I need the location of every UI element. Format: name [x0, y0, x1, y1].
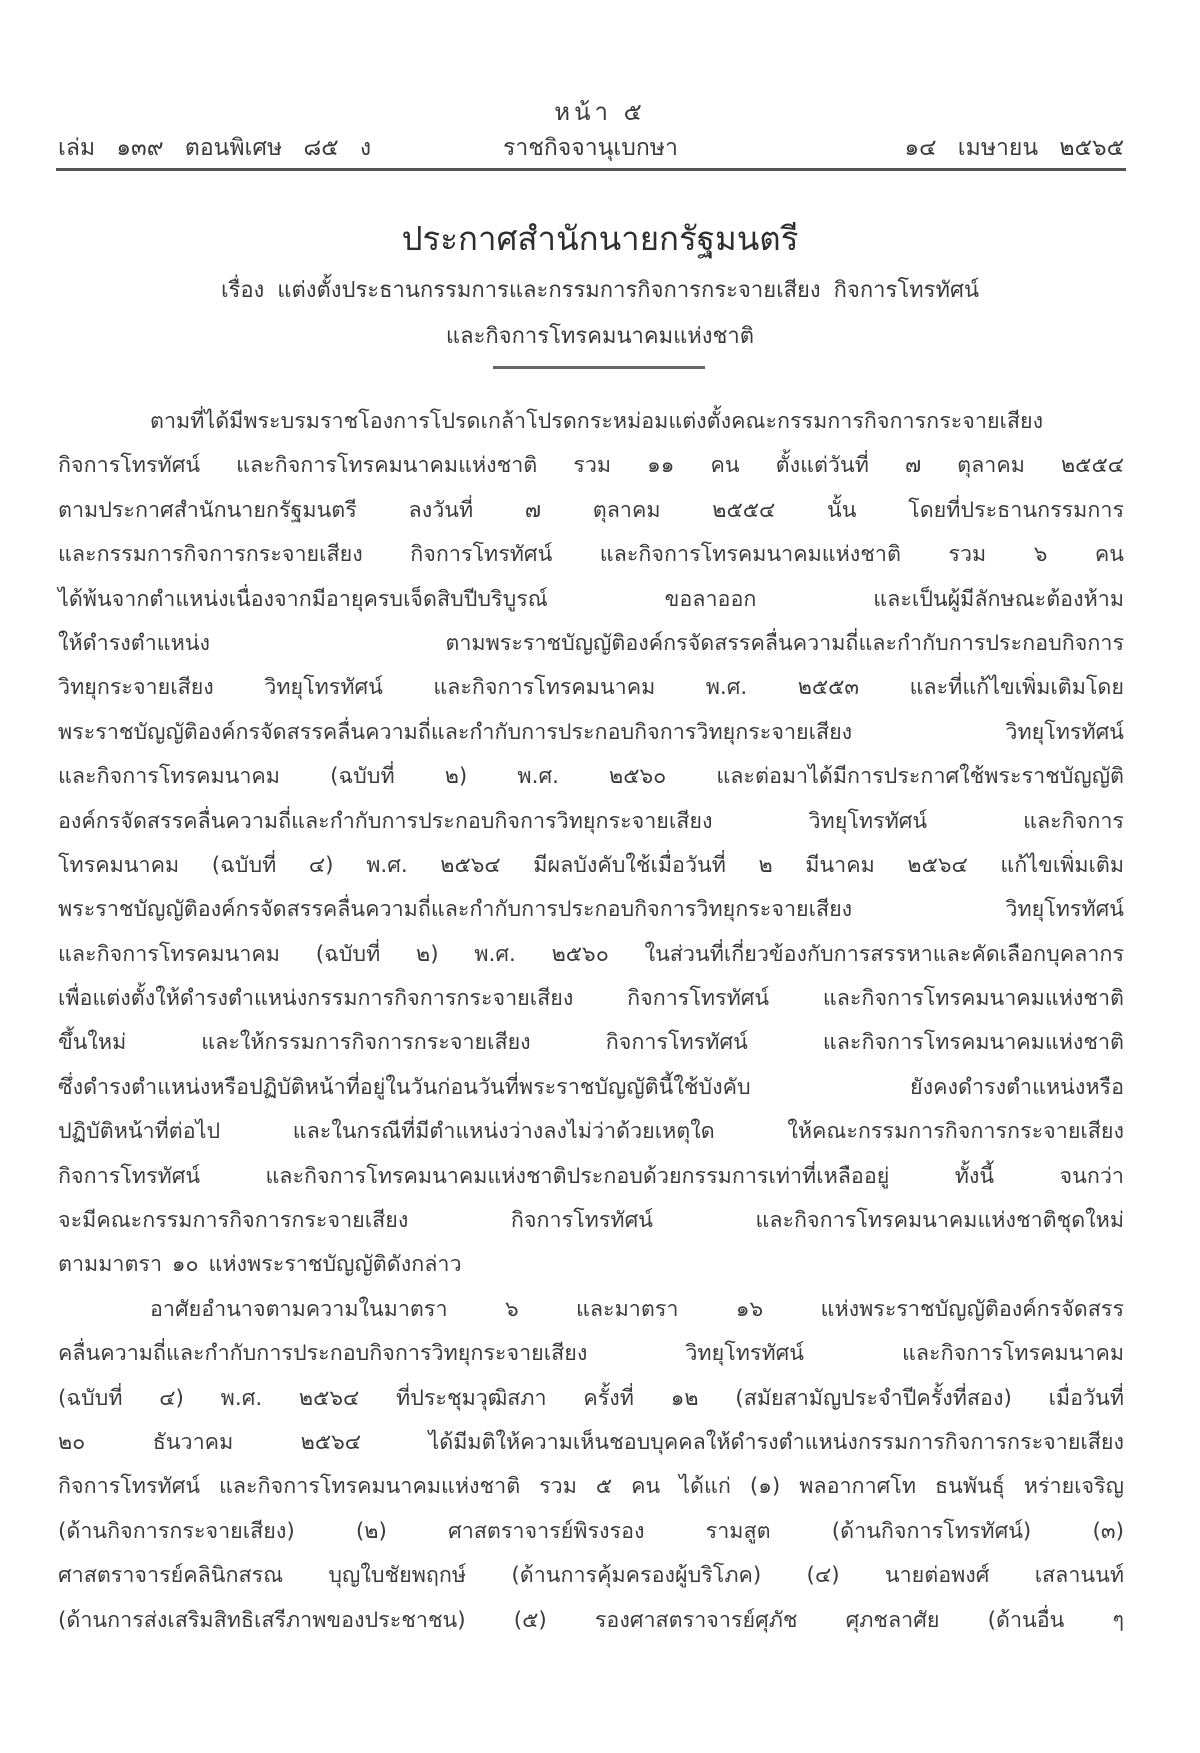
subject-line: เรื่อง แต่งตั้งประธานกรรมการและกรรมการกิจการกระจายเสียง กิจการโทรทัศน์ [220, 278, 979, 303]
body-line: และกรรมการกิจการกระจายเสียง กิจการโทรทัศน์ และกิจการโทรคมนาคมแห่งชาติ รวม ๖ คน [58, 542, 1124, 568]
body-line: ให้ดำรงตำแหน่ง ตามพระราชบัญญัติองค์กรจัดสรรคลื่นความถี่และกำกับการประกอบกิจการ [58, 630, 1124, 656]
body-line: กิจการโทรทัศน์ และกิจการโทรคมนาคมแห่งชาติประกอบด้วยกรรมการเท่าที่เหลืออยู่ ทั้งนี้ จนกว่า [58, 1163, 1124, 1189]
body-line: อาศัยอำนาจตามความในมาตรา ๖ และมาตรา ๑๖ แห่งพระราชบัญญัติองค์กรจัดสรร [150, 1296, 1124, 1322]
document-body [58, 400, 1124, 1643]
body-line: กิจการโทรทัศน์ และกิจการโทรคมนาคมแห่งชาติ รวม ๑๑ คน ตั้งแต่วันที่ ๗ ตุลาคม ๒๕๕๔ [58, 453, 1124, 479]
volume-issue: เล่ม ๑๓๙ ตอนพิเศษ ๘๕ ง [58, 135, 372, 161]
header-divider [56, 168, 1126, 171]
body-line: ๒๐ ธันวาคม ๒๕๖๔ ได้มีมติให้ความเห็นชอบบุคคลให้ดำรงตำแหน่งกรรมการกิจการกระจายเสียง [58, 1429, 1124, 1455]
body-line: โทรคมนาคม (ฉบับที่ ๔) พ.ศ. ๒๕๖๔ มีผลบังคับใช้เมื่อวันที่ ๒ มีนาคม ๒๕๖๔ แก้ไขเพิ่มเติม [58, 852, 1124, 878]
body-line: (ฉบับที่ ๔) พ.ศ. ๒๕๖๔ ที่ประชุมวุฒิสภา ครั้งที่ ๑๒ (สมัยสามัญประจำปีครั้งที่สอง) เมื่อวันที่ [58, 1385, 1124, 1411]
paragraph-1 [58, 400, 1124, 1288]
body-line: (ด้านกิจการกระจายเสียง) (๒) ศาสตราจารย์พิรงรอง รามสูต (ด้านกิจการโทรทัศน์) (๓) [58, 1518, 1124, 1544]
title-divider [493, 366, 705, 369]
body-line: (ด้านการส่งเสริมสิทธิเสรีภาพของประชาชน) (๕) รองศาสตราจารย์ศุภัช ศุภชลาศัย (ด้านอื่น ๆ [58, 1607, 1124, 1633]
body-line: และกิจการโทรคมนาคม (ฉบับที่ ๒) พ.ศ. ๒๕๖๐ ในส่วนที่เกี่ยวข้องกับการสรรหาและคัดเลือกบุคลากร [58, 941, 1124, 967]
body-line: ได้พ้นจากตำแหน่งเนื่องจากมีอายุครบเจ็ดสิบปีบริบูรณ์ ขอลาออก และเป็นผู้มีลักษณะต้องห้าม [58, 586, 1124, 612]
publication-date: ๑๔ เมษายน ๒๕๖๕ [904, 135, 1124, 161]
running-header [58, 130, 1124, 166]
body-line: พระราชบัญญัติองค์กรจัดสรรคลื่นความถี่และกำกับการประกอบกิจการวิทยุกระจายเสียง วิทยุโทรทัศน์ [58, 897, 1124, 923]
body-line: ตามประกาศสำนักนายกรัฐมนตรี ลงวันที่ ๗ ตุลาคม ๒๕๕๔ นั้น โดยที่ประธานกรรมการ [58, 497, 1124, 523]
body-line: ขึ้นใหม่ และให้กรรมการกิจการกระจายเสียง กิจการโทรทัศน์ และกิจการโทรคมนาคมแห่งชาติ [58, 1030, 1124, 1056]
body-line: ซึ่งดำรงตำแหน่งหรือปฏิบัติหน้าที่อยู่ในวันก่อนวันที่พระราชบัญญัตินี้ใช้บังคับ ยังคงดำรงตำแหน่งหรือ [58, 1074, 1124, 1100]
document-subject [0, 268, 1200, 360]
body-line: วิทยุกระจายเสียง วิทยุโทรทัศน์ และกิจการโทรคมนาคม พ.ศ. ๒๕๕๓ และที่แก้ไขเพิ่มเติมโดย [58, 675, 1124, 701]
body-line: ตามมาตรา ๑๐ แห่งพระราชบัญญัติดังกล่าว [58, 1252, 462, 1278]
body-line: ปฏิบัติหน้าที่ต่อไป และในกรณีที่มีตำแหน่งว่างลงไม่ว่าด้วยเหตุใด ให้คณะกรรมการกิจการกระจายเสียง [58, 1119, 1124, 1145]
body-line: ศาสตราจารย์คลินิกสรณ บุญใบชัยพฤกษ์ (ด้านการคุ้มครองผู้บริโภค) (๔) นายต่อพงศ์ เสลานนท์ [58, 1563, 1124, 1589]
body-line: คลื่นความถี่และกำกับการประกอบกิจการวิทยุกระจายเสียง วิทยุโทรทัศน์ และกิจการโทรคมนาคม [58, 1341, 1124, 1367]
body-line: พระราชบัญญัติองค์กรจัดสรรคลื่นความถี่และกำกับการประกอบกิจการวิทยุกระจายเสียง วิทยุโทรทัศน์ [58, 719, 1124, 745]
body-line: ตามที่ได้มีพระบรมราชโองการโปรดเกล้าโปรดกระหม่อมแต่งตั้งคณะกรรมการกิจการกระจายเสียง [150, 409, 1044, 434]
publication-name: ราชกิจจานุเบกษา [503, 135, 678, 161]
body-line: องค์กรจัดสรรคลื่นความถี่และกำกับการประกอบกิจการวิทยุกระจายเสียง วิทยุโทรทัศน์ และกิจการ [58, 808, 1124, 834]
body-line: จะมีคณะกรรมการกิจการกระจายเสียง กิจการโทรทัศน์ และกิจการโทรคมนาคมแห่งชาติชุดใหม่ [58, 1208, 1124, 1234]
document-title: ประกาศสำนักนายกรัฐมนตรี [401, 219, 799, 258]
page-number: หน้า ๕ [554, 98, 646, 126]
body-line: เพื่อแต่งตั้งให้ดำรงตำแหน่งกรรมการกิจการกระจายเสียง กิจการโทรทัศน์ และกิจการโทรคมนาคมแห่งชาติ [58, 986, 1124, 1012]
body-line: กิจการโทรทัศน์ และกิจการโทรคมนาคมแห่งชาติ รวม ๕ คน ได้แก่ (๑) พลอากาศโท ธนพันธุ์ หร่ายเจริญ [58, 1474, 1124, 1500]
body-line: และกิจการโทรคมนาคม (ฉบับที่ ๒) พ.ศ. ๒๕๖๐ และต่อมาได้มีการประกาศใช้พระราชบัญญัติ [58, 764, 1124, 790]
subject-line: และกิจการโทรคมนาคมแห่งชาติ [445, 324, 755, 349]
paragraph-2 [58, 1288, 1124, 1643]
